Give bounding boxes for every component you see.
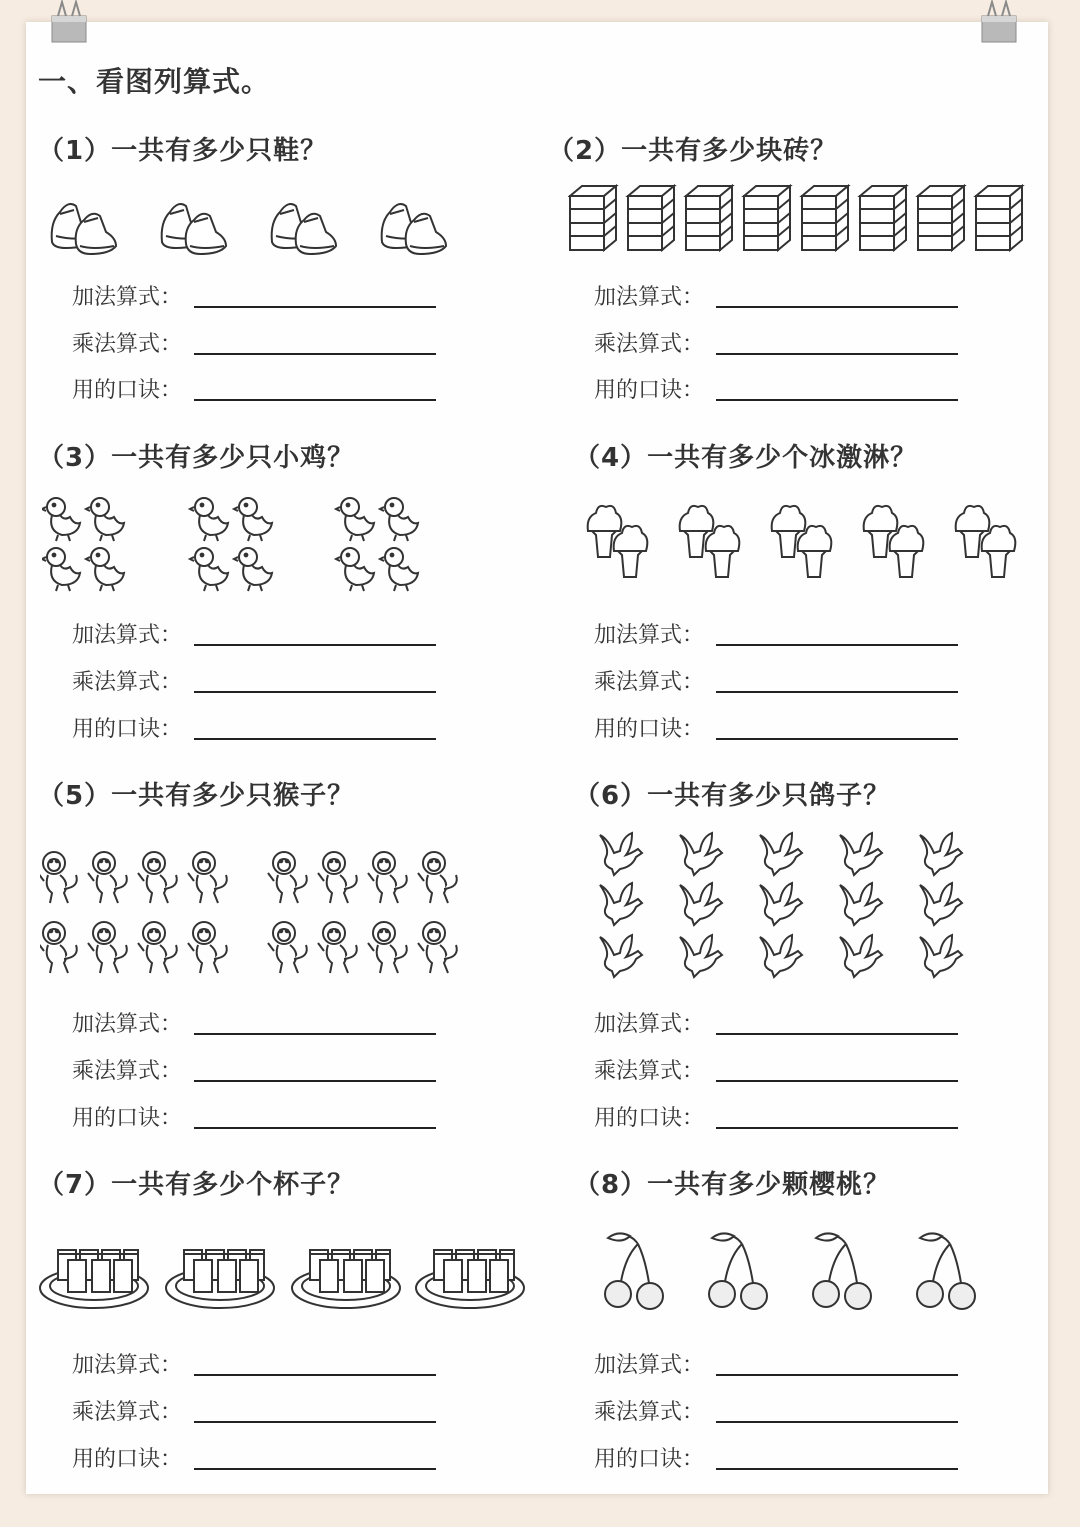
problem-4 [574,437,1074,757]
ice-cream-icon [584,501,1024,591]
multiplication-label: 乘法算式： [72,1059,183,1084]
addition-field[interactable] [594,1348,974,1378]
formula-label: 用的口诀： [594,717,705,742]
problem-3 [38,437,538,757]
brick-stack-icon [568,182,1034,258]
problem-title: （4）一共有多少个冰激淋？ [574,443,918,473]
answer-line[interactable] [716,399,958,401]
answer-line[interactable] [194,738,436,740]
multiplication-field[interactable] [594,327,974,357]
formula-label: 用的口诀： [594,378,705,403]
answer-line[interactable] [716,1421,958,1423]
problem-title: （5）一共有多少只猴子？ [38,781,355,811]
cups-tray-icon [38,1242,528,1314]
answer-line[interactable] [194,306,436,308]
problem-title: （1）一共有多少只鞋？ [38,136,328,166]
binder-clip-icon [48,0,90,44]
problem-title: （6）一共有多少只鸽子？ [574,781,891,811]
monkey-icon [40,849,480,989]
addition-field[interactable] [594,280,974,310]
answer-line[interactable] [194,1468,436,1470]
answer-line[interactable] [716,306,958,308]
problem-title: （2）一共有多少块砖？ [548,136,838,166]
multiplication-field[interactable] [594,665,974,695]
addition-field[interactable] [72,618,452,648]
addition-field[interactable] [72,1348,452,1378]
formula-label: 用的口诀： [72,378,183,403]
multiplication-field[interactable] [72,327,452,357]
shoes-icon [46,192,466,262]
problem-6 [574,775,1074,1095]
answer-line[interactable] [716,1468,958,1470]
answer-line[interactable] [194,691,436,693]
multiplication-field[interactable] [72,665,452,695]
addition-field[interactable] [72,1007,452,1037]
answer-line[interactable] [194,1080,436,1082]
answer-line[interactable] [716,1374,958,1376]
problem-title: （8）一共有多少颗樱桃？ [574,1170,891,1200]
multiplication-label: 乘法算式： [594,1059,705,1084]
formula-field[interactable] [594,373,974,403]
dove-icon [598,831,998,983]
answer-line[interactable] [716,1127,958,1129]
answer-line[interactable] [194,399,436,401]
formula-label: 用的口诀： [594,1447,705,1472]
addition-field[interactable] [72,280,452,310]
multiplication-label: 乘法算式： [72,332,183,357]
answer-line[interactable] [194,644,436,646]
formula-field[interactable] [72,373,452,403]
formula-field[interactable] [594,1101,974,1131]
answer-line[interactable] [194,1374,436,1376]
section-title: 一、看图列算式。 [38,65,271,98]
multiplication-label: 乘法算式： [594,1400,705,1425]
formula-field[interactable] [72,1101,452,1131]
formula-label: 用的口诀： [72,1106,183,1131]
answer-line[interactable] [194,1421,436,1423]
formula-field[interactable] [594,712,974,742]
formula-field[interactable] [594,1442,974,1472]
addition-label: 加法算式： [594,1012,705,1037]
addition-label: 加法算式： [72,285,183,310]
answer-line[interactable] [716,738,958,740]
problem-title: （7）一共有多少个杯子？ [38,1170,355,1200]
multiplication-field[interactable] [594,1054,974,1084]
problem-title: （3）一共有多少只小鸡？ [38,443,355,473]
multiplication-label: 乘法算式： [594,670,705,695]
addition-field[interactable] [594,618,974,648]
addition-label: 加法算式： [72,1353,183,1378]
addition-label: 加法算式： [72,623,183,648]
addition-label: 加法算式： [594,623,705,648]
multiplication-label: 乘法算式： [72,670,183,695]
problem-7 [38,1164,538,1484]
answer-line[interactable] [194,353,436,355]
addition-field[interactable] [594,1007,974,1037]
addition-label: 加法算式： [594,285,705,310]
problem-8 [574,1164,1074,1484]
answer-line[interactable] [716,353,958,355]
formula-label: 用的口诀： [72,1447,183,1472]
formula-label: 用的口诀： [594,1106,705,1131]
formula-label: 用的口诀： [72,717,183,742]
answer-line[interactable] [716,1080,958,1082]
multiplication-label: 乘法算式： [594,332,705,357]
addition-label: 加法算式： [72,1012,183,1037]
binder-clip-icon [978,0,1020,44]
multiplication-field[interactable] [72,1395,452,1425]
answer-line[interactable] [194,1033,436,1035]
answer-line[interactable] [194,1127,436,1129]
formula-field[interactable] [72,1442,452,1472]
problem-5 [38,775,538,1095]
multiplication-field[interactable] [594,1395,974,1425]
multiplication-field[interactable] [72,1054,452,1084]
formula-field[interactable] [72,712,452,742]
addition-label: 加法算式： [594,1353,705,1378]
cherry-icon [600,1228,1000,1312]
answer-line[interactable] [716,691,958,693]
multiplication-label: 乘法算式： [72,1400,183,1425]
chick-icon [42,495,442,599]
answer-line[interactable] [716,1033,958,1035]
answer-line[interactable] [716,644,958,646]
